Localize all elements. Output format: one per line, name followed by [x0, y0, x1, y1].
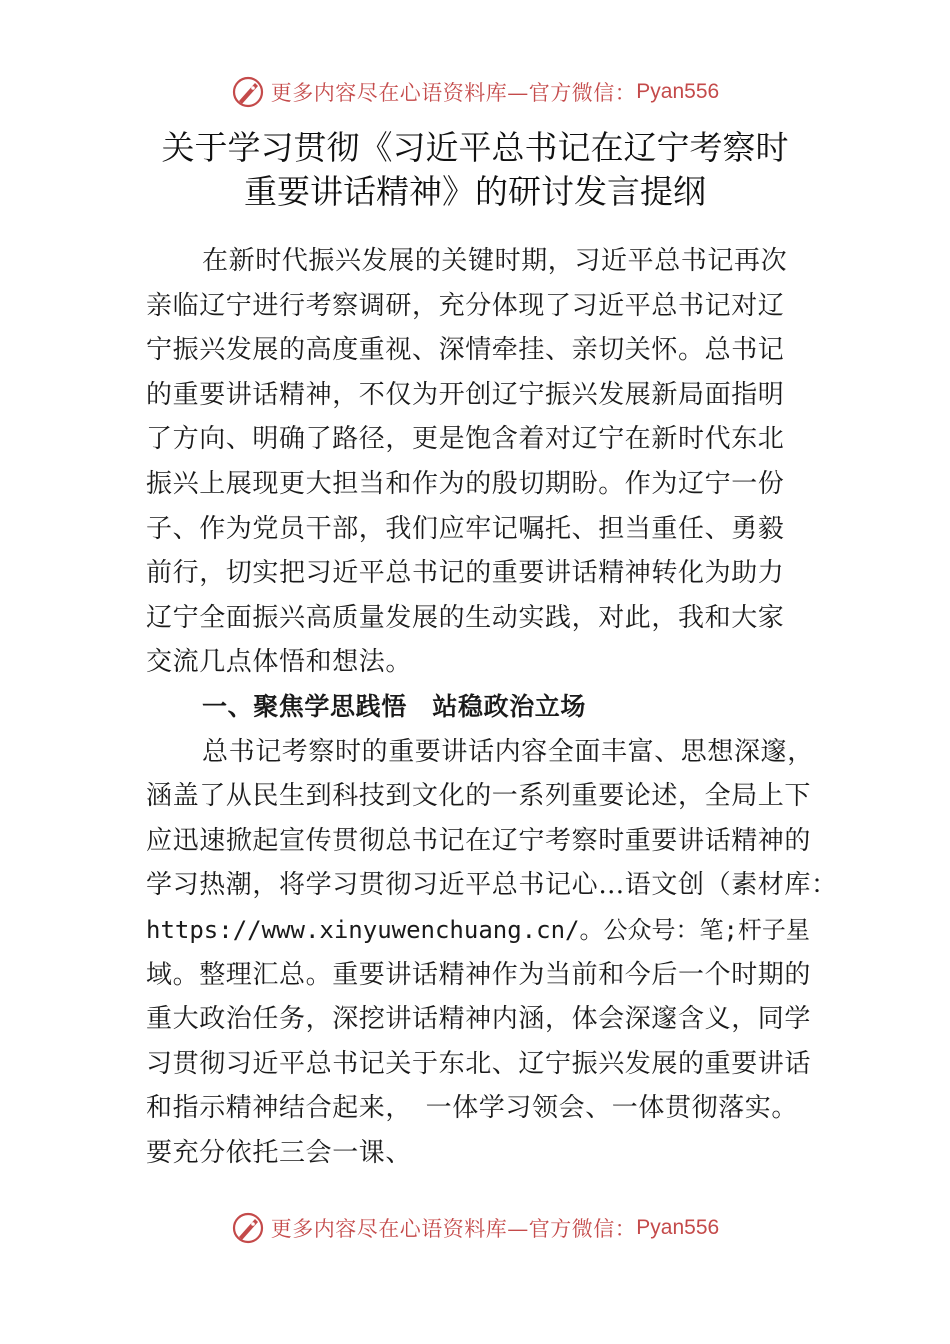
paragraph-line: 域。整理汇总。重要讲话精神作为当前和今后一个时期的: [146, 959, 812, 990]
pen-nib-logo-icon: [231, 75, 265, 109]
paragraph-line: 了方向、明确了路径，更是饱含着对辽宁在新时代东北: [146, 424, 785, 455]
watermark-id: Pyan556: [636, 1216, 720, 1239]
paragraph-line: 宁振兴发展的高度重视、深情牵挂、亲切关怀。总书记: [146, 335, 785, 366]
title-line-2: 重要讲话精神》的研讨发言提纲: [244, 172, 706, 211]
paragraph-line: 交流几点体悟和想法。: [146, 647, 413, 678]
paragraph-line-url: [146, 908, 826, 953]
paragraph-line: 前行，切实把习近平总书记的重要讲话精神转化为助力: [146, 558, 785, 589]
paragraph-line: 涵盖了从民生到科技到文化的一系列重要论述，全局上下: [146, 781, 812, 812]
paragraph-line: 总书记考察时的重要讲话内容全面丰富、思想深邃，: [202, 736, 814, 767]
pen-nib-logo-icon: [231, 1211, 265, 1245]
paragraph-line: 学习热潮，将学习贯彻习近平总书记心…语文创（素材库：: [146, 870, 838, 901]
paragraph-line: 要充分依托三会一课、: [146, 1137, 413, 1168]
title-line-1: 关于学习贯彻《习近平总书记在辽宁考察时: [161, 128, 789, 167]
paragraph-line: 重大政治任务，深挖讲话精神内涵，体会深邃含义，同学: [146, 1004, 812, 1035]
paragraph-line: 和指示精神结合起来， 一体学习领会、一体贯彻落实。: [146, 1093, 799, 1124]
paragraph-line: 习贯彻习近平总书记关于东北、辽宁振兴发展的重要讲话: [146, 1048, 812, 1079]
watermark-text: 更多内容尽在心语资料库—官方微信：: [270, 81, 637, 105]
section-heading: 一、聚焦学思践悟 站稳政治立场: [202, 691, 587, 721]
paragraph-line: 在新时代振兴发展的关键时期，习近平总书记再次: [202, 246, 788, 276]
paragraph-line: 亲临辽宁进行考察调研，充分体现了习近平总书记对辽: [146, 290, 785, 321]
paragraph-line: 辽宁全面振兴高质量发展的生动实践，对此，我和大家: [146, 602, 785, 633]
paragraph-line: 振兴上展现更大担当和作为的殷切期盼。作为辽宁一份: [146, 468, 785, 499]
watermark-id: Pyan556: [636, 80, 720, 103]
paragraph-line: 应迅速掀起宣传贯彻总书记在辽宁考察时重要讲话精神的: [146, 825, 812, 856]
footer-watermark: [0, 1208, 950, 1248]
url-text: https://www.xinyuwenchuang.cn/。公众号：笔;杆子星: [146, 915, 810, 944]
watermark-text: 更多内容尽在心语资料库—官方微信：: [270, 1217, 637, 1241]
document-title: [60, 126, 890, 214]
header-watermark: [0, 72, 950, 112]
paragraph-line: 子、作为党员干部，我们应牢记嘱托、担当重任、勇毅: [146, 513, 785, 544]
paragraph-line: 的重要讲话精神，不仅为开创辽宁振兴发展新局面指明: [146, 379, 785, 410]
document-body: [146, 239, 838, 1175]
